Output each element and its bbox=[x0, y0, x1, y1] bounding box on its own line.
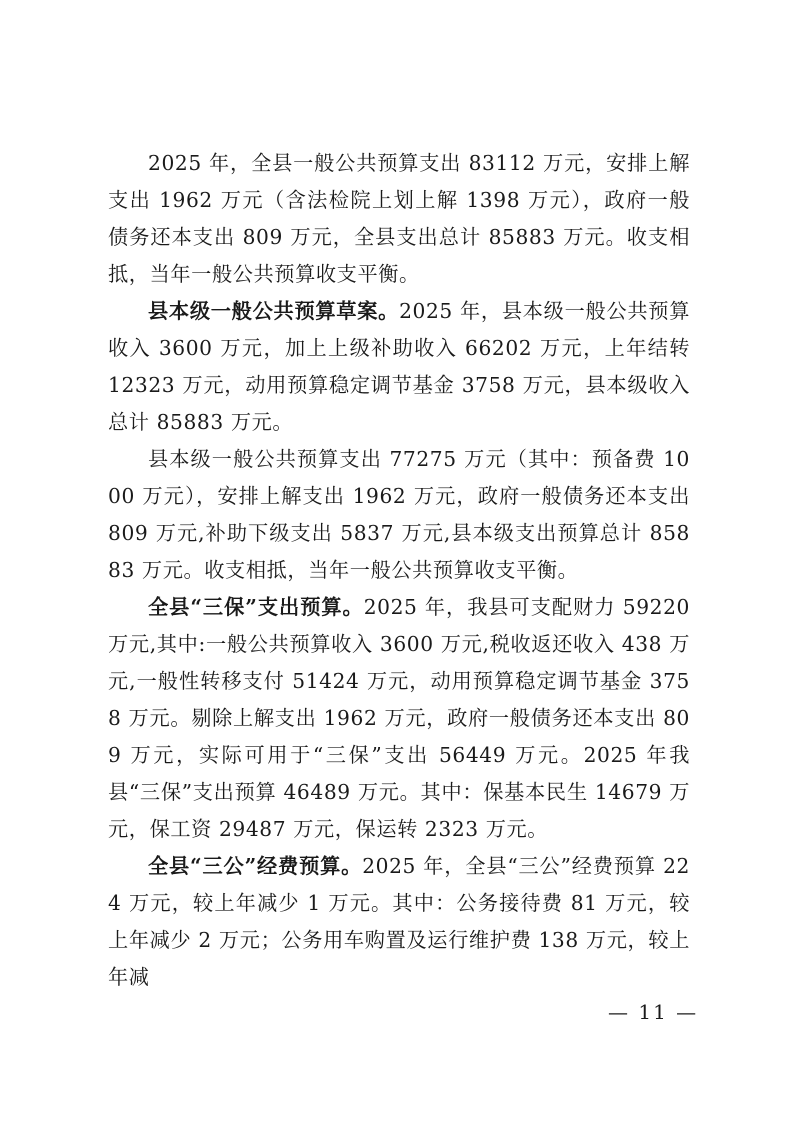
paragraph-text: 2025 年，全县一般公共预算支出 83112 万元，安排上解支出 1962 万元（含法检院上划上解 1398 万元），政府一般债务还本支出 809 万元，全县支出总计 85883 万元。收支相抵，当年一般公共预算收支平衡。 bbox=[108, 151, 690, 286]
paragraph-text: 2025 年，我县可支配财力 59220 万元,其中:一般公共预算收入 3600 万元,税收返还收入 438 万元,一般性转移支付 51424 万元，动用预算稳定调节基金 3758 万元。剔除上解支出 1962 万元，政府一般债务还本支出 809 万元，实际可用于“三保”支出 56449 万元。2025 年我县“三保”支出预算 46489 万元。其中：保基本民生 14679 万元，保工资 29487 万元，保运转 2323 万元。 bbox=[108, 595, 691, 841]
document-body bbox=[108, 145, 690, 996]
paragraph-lead: 全县“三保”支出预算。 bbox=[148, 595, 364, 619]
paragraph-lead: 县本级一般公共预算草案。 bbox=[148, 299, 400, 323]
paragraph-three-guarantees bbox=[108, 589, 690, 848]
paragraph-text: 县本级一般公共预算支出 77275 万元（其中：预备费 1000 万元），安排上解支出 1962 万元，政府一般债务还本支出 809 万元,补助下级支出 5837 万元,县本级支出预算总计 85883 万元。收支相抵，当年一般公共预算收支平衡。 bbox=[108, 447, 690, 582]
paragraph-total-expenditure bbox=[108, 145, 690, 293]
paragraph-county-expenditure bbox=[108, 441, 690, 589]
page-number: — 11 — bbox=[608, 1000, 699, 1024]
paragraph-county-budget-draft bbox=[108, 293, 690, 441]
paragraph-text: 2025 年，县本级一般公共预算收入 3600 万元，加上上级补助收入 66202 万元，上年结转 12323 万元，动用预算稳定调节基金 3758 万元，县本级收入总计 85883 万元。 bbox=[108, 299, 690, 434]
paragraph-text: 2025 年，全县“三公”经费预算 224 万元，较上年减少 1 万元。其中：公务接待费 81 万元，较上年减少 2 万元；公务用车购置及运行维护费 138 万元，较上年减 bbox=[108, 854, 690, 989]
paragraph-three-public-expenses bbox=[108, 848, 690, 996]
paragraph-lead: 全县“三公”经费预算。 bbox=[148, 854, 363, 878]
